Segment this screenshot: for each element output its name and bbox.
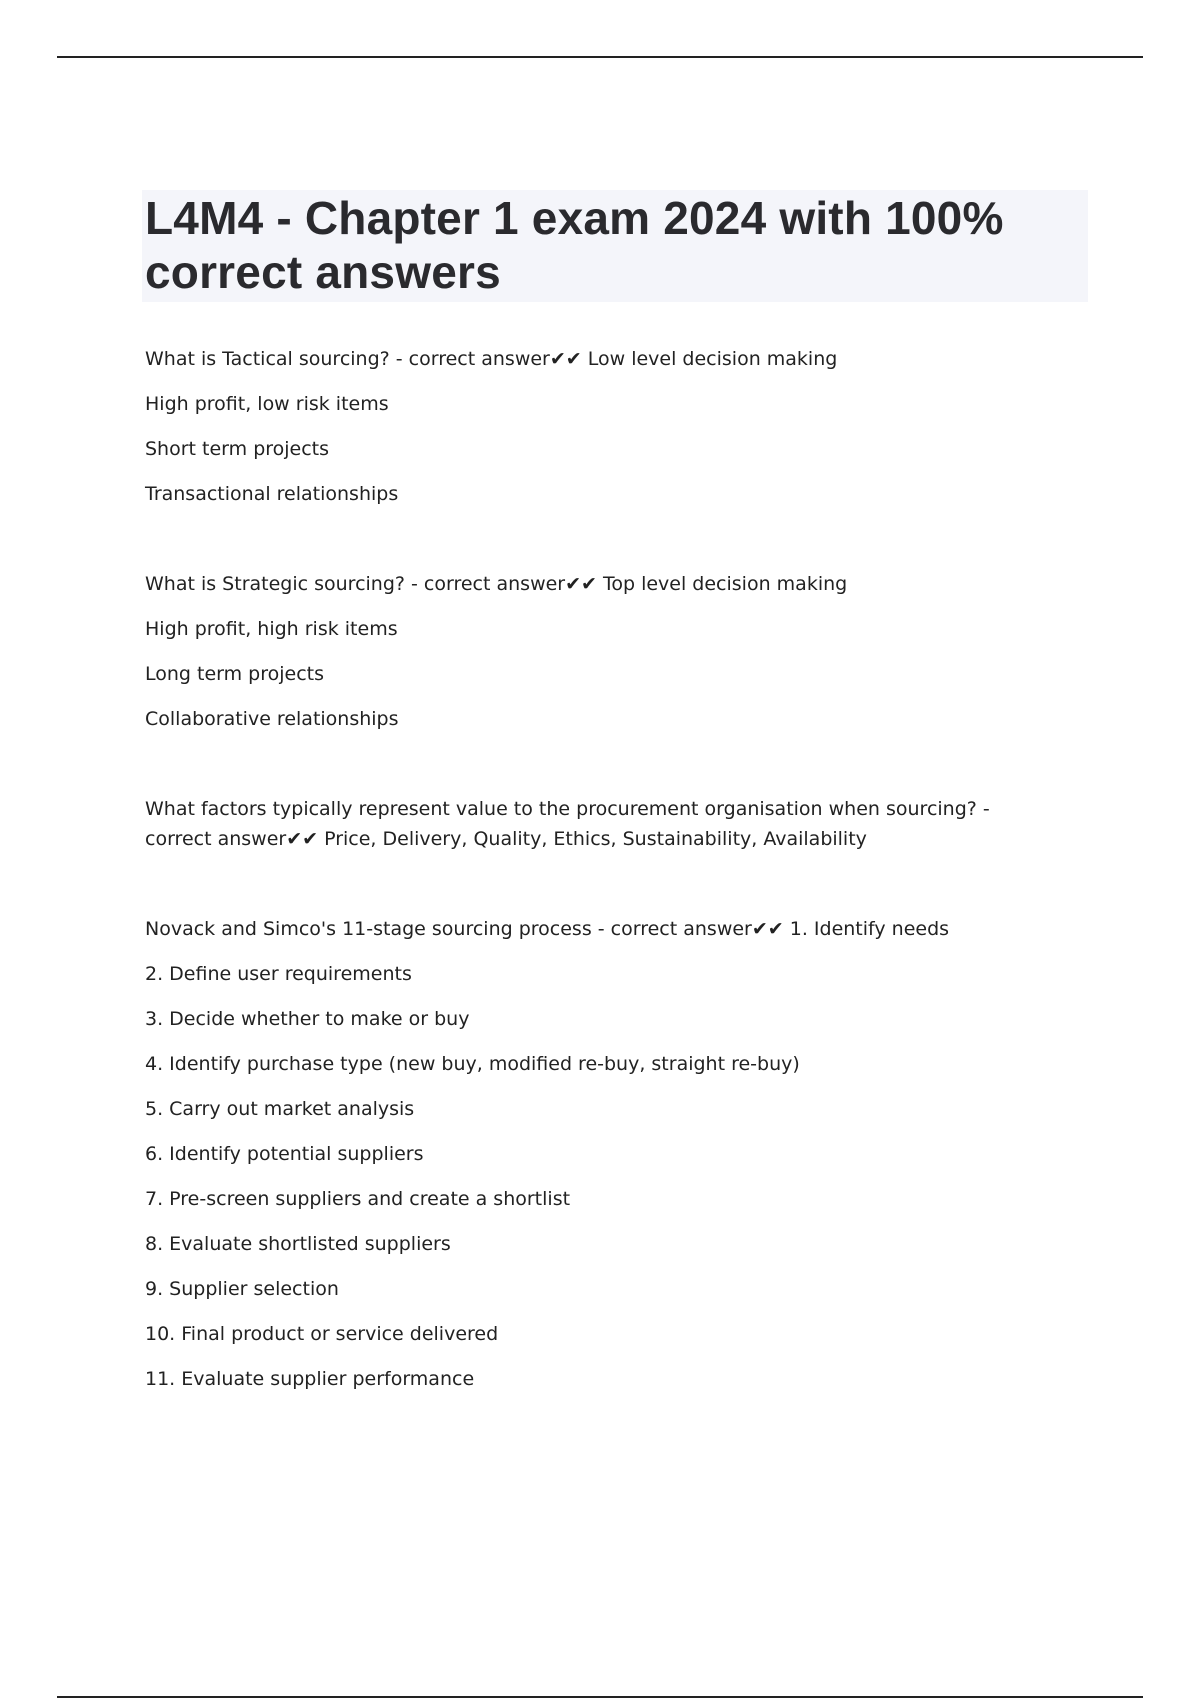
qa-tactical-sourcing — [145, 344, 1045, 524]
qa-value-factors — [145, 794, 1045, 854]
question-text: What factors typically represent value to the procurement organisation when sourcing? - correct answer✔✔ Price, Delivery, Quality, Ethics, Sustainability, Availability — [145, 798, 990, 850]
process-step: 7. Pre-screen suppliers and create a shortlist — [145, 1188, 571, 1210]
question-text: Novack and Simco's 11-stage sourcing process - correct answer✔✔ 1. Identify needs — [145, 918, 950, 940]
process-step: 6. Identify potential suppliers — [145, 1143, 424, 1165]
process-step: 8. Evaluate shortlisted suppliers — [145, 1233, 451, 1255]
document-body — [145, 344, 1045, 1409]
section-gap — [145, 749, 1045, 794]
answer-line: High profit, low risk items — [145, 393, 389, 415]
process-step: 4. Identify purchase type (new buy, modified re-buy, straight re-buy) — [145, 1053, 800, 1075]
process-step: 10. Final product or service delivered — [145, 1323, 499, 1345]
process-step: 11. Evaluate supplier performance — [145, 1368, 475, 1390]
process-step: 3. Decide whether to make or buy — [145, 1008, 470, 1030]
question-text: What is Strategic sourcing? - correct answer✔✔ Top level decision making — [145, 573, 848, 595]
answer-line: Long term projects — [145, 663, 325, 685]
document-title: L4M4 - Chapter 1 exam 2024 with 100% correct answers — [145, 192, 1004, 298]
answer-line: Collaborative relationships — [145, 708, 399, 730]
process-step: 2. Define user requirements — [145, 963, 412, 985]
answer-line: Short term projects — [145, 438, 330, 460]
qa-strategic-sourcing — [145, 569, 1045, 749]
question-text: What is Tactical sourcing? - correct answer✔✔ Low level decision making — [145, 348, 838, 370]
section-gap — [145, 868, 1045, 914]
answer-line: Transactional relationships — [145, 483, 399, 505]
section-gap — [145, 524, 1045, 569]
qa-sourcing-process — [145, 914, 1045, 1409]
bottom-rule — [57, 1696, 1143, 1698]
process-step: 5. Carry out market analysis — [145, 1098, 415, 1120]
process-step: 9. Supplier selection — [145, 1278, 339, 1300]
answer-line: High profit, high risk items — [145, 618, 398, 640]
top-rule — [57, 56, 1143, 58]
